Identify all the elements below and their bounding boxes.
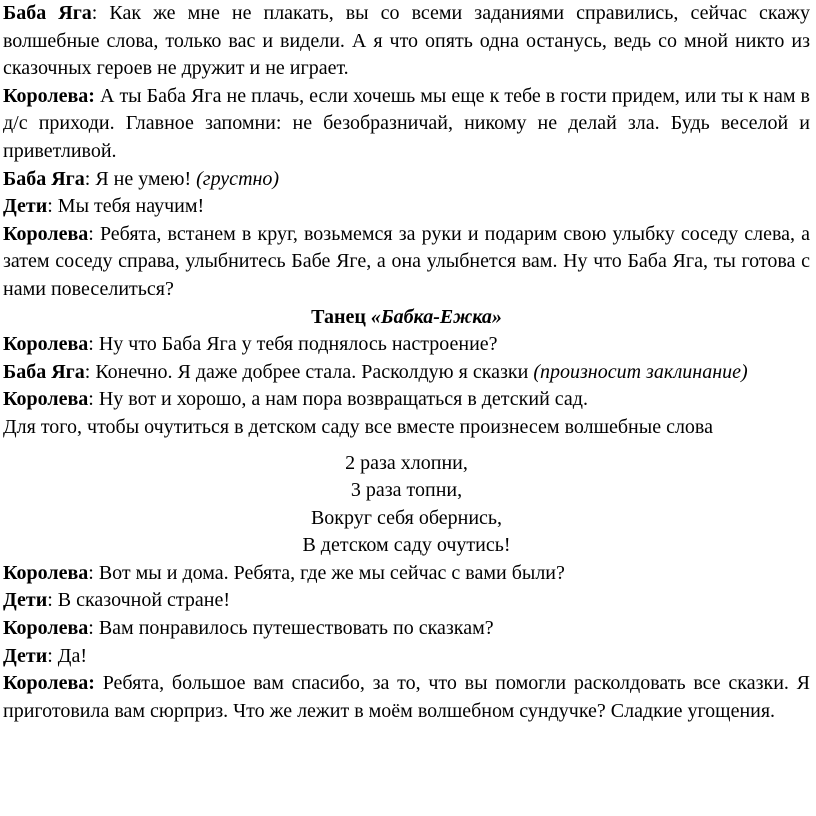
speaker-name: Баба Яга	[3, 167, 85, 190]
speaker-name: Дети	[3, 589, 48, 612]
poem-line: В детском саду очутись!	[302, 534, 511, 557]
dialogue-line-baba-yaga	[3, 166, 810, 194]
dialogue-line-queen	[3, 615, 810, 643]
speaker-separator	[95, 672, 103, 694]
speaker-separator: :	[84, 167, 96, 190]
dialogue-line-queen	[3, 83, 810, 166]
poem-block	[3, 450, 810, 560]
speaker-name: Королева	[3, 333, 89, 356]
dialogue-text: Ну что Баба Яга у тебя поднялось настроение?	[98, 333, 498, 356]
dance-heading-prefix: Танец	[311, 305, 371, 328]
speaker-name: Дети	[3, 644, 48, 667]
dialogue-text: Мы тебя научим!	[57, 195, 205, 218]
dialogue-line-baba-yaga	[3, 359, 810, 387]
dialogue-text: Конечно. Я даже добрее стала. Расколдую я сказки	[95, 360, 534, 383]
dialogue-line-children	[3, 643, 810, 671]
dialogue-text: Ну вот и хорошо, а нам пора возвращаться в детский сад.	[98, 388, 588, 411]
dialogue-text: Ребята, встанем в круг, возьмемся за руки и подарим свою улыбку соседу слева, а затем соседу справа, улыбнитесь Бабе Яге, а она улыбнется вам. Ну что Баба Яга, ты готова с нами повеселиться?	[3, 222, 810, 300]
speaker-name: Королева	[3, 617, 89, 640]
dialogue-line-children	[3, 193, 810, 221]
speaker-separator: :	[84, 360, 96, 383]
speaker-name: Баба Яга	[3, 360, 85, 383]
speaker-name: Королева:	[3, 672, 95, 695]
stage-remark: (произносит заклинание)	[533, 360, 748, 383]
speaker-name: Баба Яга	[3, 2, 92, 24]
dialogue-line-queen	[3, 670, 810, 725]
dialogue-text: Как же мне не плакать, вы со всеми заданиями справились, сейчас скажу волшебные слова, только вас и видели. А я что опять одна останусь, ведь со мной никто из сказочных героев не дружит и не играет.	[3, 2, 811, 80]
dance-heading-title: «Бабка-Ежка»	[370, 305, 502, 328]
speaker-name: Королева	[3, 561, 89, 584]
speaker-name: Королева	[3, 388, 89, 411]
dialogue-text: В сказочной стране!	[57, 589, 231, 612]
dialogue-line-children	[3, 587, 810, 615]
speaker-name: Королева:	[3, 84, 95, 107]
speaker-separator: :	[88, 388, 99, 411]
speaker-separator: :	[88, 561, 99, 584]
speaker-separator: :	[91, 2, 110, 24]
speaker-name: Дети	[3, 195, 48, 218]
speaker-separator: :	[47, 589, 58, 612]
speaker-name: Королева	[3, 222, 89, 245]
speaker-separator: :	[47, 644, 58, 667]
dialogue-text: Я не умею!	[95, 167, 197, 190]
speaker-separator: :	[88, 222, 100, 245]
speaker-separator: :	[88, 617, 99, 640]
dialogue-text: Ребята, большое вам спасибо, за то, что вы помогли расколдовать все сказки. Я приготовила вам сюрприз. Что же лежит в моём волшебном сундучке? Сладкие угощения.	[3, 672, 810, 722]
poem-line: 2 раза хлопни,	[345, 451, 468, 474]
dialogue-line-queen	[3, 560, 810, 588]
dialogue-text: Вам понравилось путешествовать по сказкам?	[98, 617, 494, 640]
stage-remark: (грустно)	[196, 167, 280, 190]
dialogue-line-queen	[3, 386, 810, 414]
dialogue-line-baba-yaga	[3, 0, 810, 83]
dialogue-text: Да!	[57, 644, 87, 667]
dialogue-line-queen	[3, 221, 810, 304]
dialogue-text: А ты Баба Яга не плачь, если хочешь мы еще к тебе в гости придем, или ты к нам в д/с приходи. Главное запомни: не безобразничай, никому не делай зла. Будь веселой и приветливой.	[3, 84, 810, 162]
poem-line: Вокруг себя обернись,	[310, 506, 503, 529]
dialogue-text: Вот мы и дома. Ребята, где же мы сейчас с вами были?	[98, 561, 565, 584]
dialogue-line-queen	[3, 331, 810, 359]
poem-line: 3 раза топни,	[350, 479, 463, 502]
speaker-separator: :	[47, 195, 58, 218]
speaker-separator: :	[88, 333, 99, 356]
narration-paragraph: Для того, чтобы очутиться в детском саду все вместе произнесем волшебные слова	[3, 415, 713, 438]
dance-heading	[3, 304, 810, 332]
